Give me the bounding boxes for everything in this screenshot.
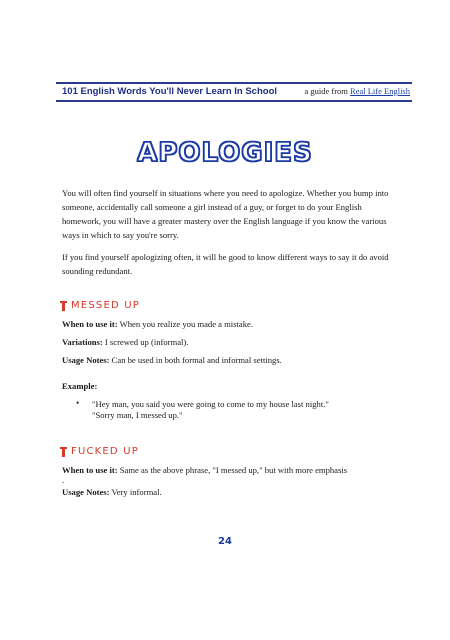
intro-paragraph-1: You will often find yourself in situations where you need to apologize. Whether you bump into someone, accidentally call someone a girl instead of a guy, or forget to do your English homework, you will have a greater mastery over the English language if you know the various ways in which to say you're sorry. (62, 188, 389, 240)
variations-line (62, 336, 188, 348)
header-guide-credit (304, 86, 410, 96)
heading-marker-icon (62, 447, 65, 457)
example-label: Example: (62, 381, 98, 391)
usage-text: Can be used in both formal and informal settings. (109, 355, 282, 365)
page-number: 24 (218, 536, 232, 547)
section-heading-text: FUCKED UP (71, 446, 139, 457)
section-heading-fucked-up (62, 446, 139, 457)
example-label-line (62, 380, 97, 392)
header-rule-bottom (56, 100, 412, 102)
usage-notes-line (62, 354, 282, 366)
when-label: When to use it: (62, 465, 118, 475)
real-life-english-link[interactable]: Real Life English (350, 86, 410, 96)
title-wrap (0, 138, 450, 168)
heading-marker-icon (62, 301, 65, 311)
header-rule-top (56, 82, 412, 84)
example-line-2: "Sorry man, I messed up." (92, 410, 183, 420)
section-heading-text: MESSED UP (71, 300, 140, 311)
when-text: Same as the above phrase, "I messed up," but with more emphasis (117, 465, 348, 475)
usage-text: Very informal. (109, 487, 162, 497)
variations-label: Variations: (62, 337, 103, 347)
stray-period: . (62, 475, 65, 485)
when-text: When you realize you made a mistake. (117, 319, 254, 329)
page-title: APOLOGIES (137, 138, 313, 168)
intro-paragraph-2: If you find yourself apologizing often, it will be good to know different ways to say it do avoid sounding redundant. (62, 252, 389, 276)
example-bullet: • (76, 398, 80, 408)
header-title: 101 English Words You'll Never Learn In School (62, 86, 278, 97)
when-to-use-line (62, 464, 347, 476)
guide-prefix: a guide from (304, 86, 348, 96)
variations-text: I screwed up (informal). (102, 337, 189, 347)
when-label: When to use it: (62, 319, 118, 329)
usage-label: Usage Notes: (62, 487, 110, 497)
usage-notes-line (62, 486, 162, 498)
usage-label: Usage Notes: (62, 355, 110, 365)
section-heading-messed-up (62, 300, 140, 311)
when-to-use-line (62, 318, 253, 330)
example-line-1: "Hey man, you said you were going to come to my house last night." (92, 399, 329, 409)
